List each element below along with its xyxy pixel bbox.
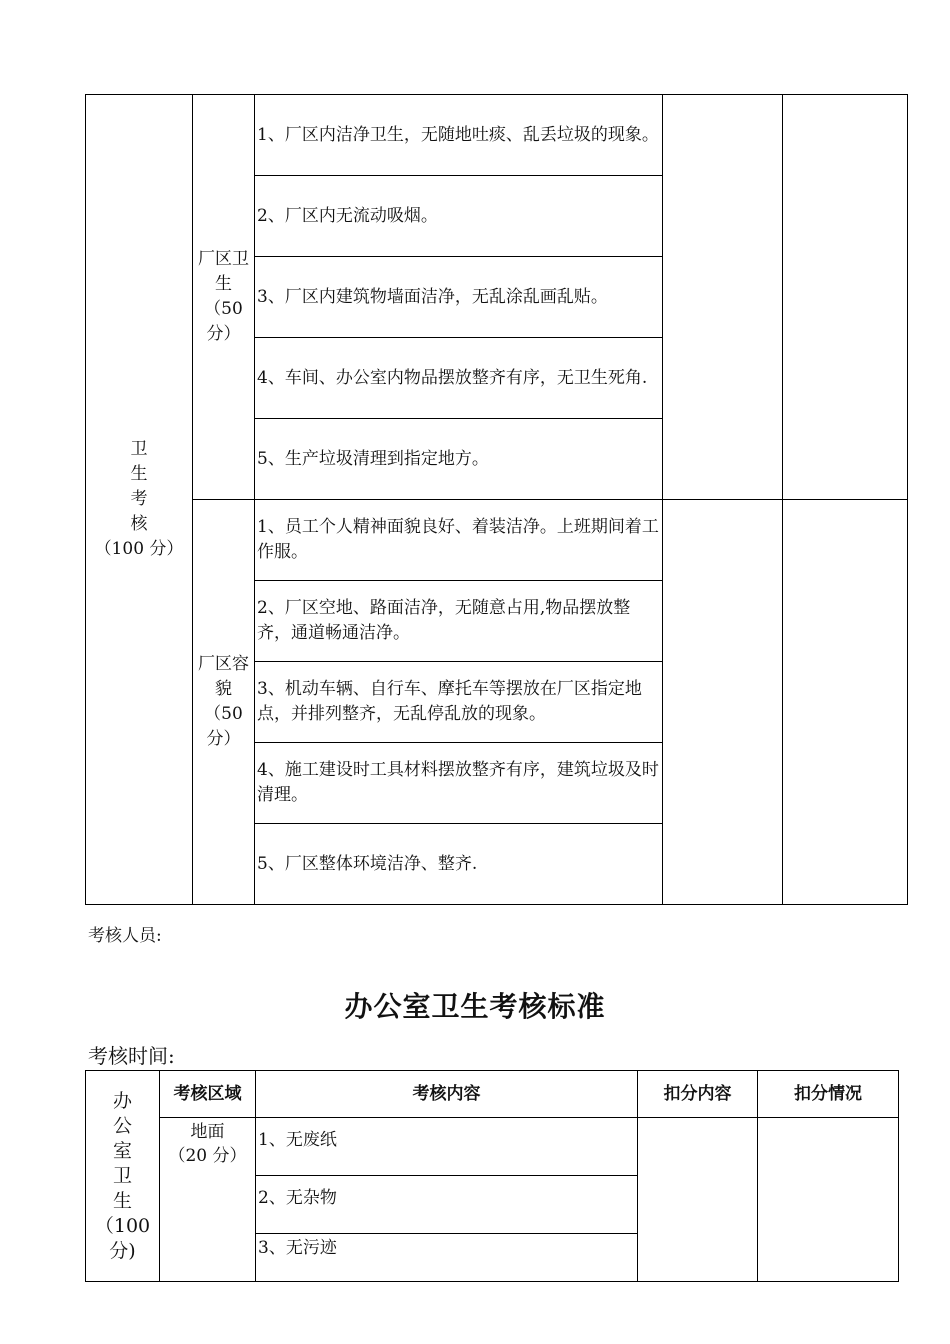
header-deduction-status: 扣分情况 xyxy=(758,1071,899,1118)
header-deduction-content: 扣分内容 xyxy=(638,1071,758,1118)
area-line: 厂区容 xyxy=(198,654,249,674)
area-cell-plant-hygiene xyxy=(193,95,255,500)
criteria-item: 1、厂区内洁净卫生，无随地吐痰、乱丢垃圾的现象。 xyxy=(255,95,663,176)
area-line: 貌 xyxy=(215,679,232,699)
criteria-item: 4、车间、办公室内物品摆放整齐有序，无卫生死角. xyxy=(255,338,663,419)
category-char: 办 xyxy=(112,1089,132,1112)
deduction-content-cell[interactable] xyxy=(663,500,783,905)
area-line: 分） xyxy=(206,729,241,749)
category-char: 考 xyxy=(130,489,148,509)
page-title: 办公室卫生考核标准 xyxy=(344,990,606,1023)
criteria-item: 1、员工个人精神面貌良好、着装洁净。上班期间着工作服。 xyxy=(255,500,663,581)
area-line: （50 xyxy=(204,704,243,724)
criteria-item: 3、无污迹 xyxy=(256,1234,638,1282)
category-cell xyxy=(86,95,193,905)
area-line: （20 分） xyxy=(168,1146,247,1166)
deduction-status-cell[interactable] xyxy=(758,1118,899,1282)
area-cell-plant-appearance xyxy=(193,500,255,905)
deduction-status-cell[interactable] xyxy=(783,500,908,905)
office-category-cell xyxy=(86,1071,160,1282)
area-line: 分） xyxy=(206,324,241,344)
header-area: 考核区域 xyxy=(160,1071,256,1118)
criteria-item: 3、厂区内建筑物墙面洁净，无乱涂乱画乱贴。 xyxy=(255,257,663,338)
deduction-content-cell[interactable] xyxy=(663,95,783,500)
area-line: （50 xyxy=(204,299,243,319)
area-cell-floor xyxy=(160,1118,256,1282)
criteria-item: 1、无废纸 xyxy=(256,1118,638,1176)
category-char: 卫 xyxy=(112,1164,132,1187)
criteria-item: 4、施工建设时工具材料摆放整齐有序，建筑垃圾及时清理。 xyxy=(255,743,663,824)
area-line: 生 xyxy=(215,274,232,294)
criteria-item: 5、厂区整体环境洁净、整齐. xyxy=(255,824,663,905)
examiner-label: 考核人员: xyxy=(88,926,162,946)
header-content: 考核内容 xyxy=(256,1071,638,1118)
category-score: （100 xyxy=(94,1214,151,1237)
area-line: 厂区卫 xyxy=(198,249,249,269)
category-score: 分) xyxy=(109,1239,136,1262)
criteria-item: 2、厂区空地、路面洁净，无随意占用,物品摆放整齐，通道畅通洁净。 xyxy=(255,581,663,662)
category-score: （100 分） xyxy=(94,539,184,559)
criteria-item: 2、厂区内无流动吸烟。 xyxy=(255,176,663,257)
criteria-item: 5、生产垃圾清理到指定地方。 xyxy=(255,419,663,500)
office-assessment-table xyxy=(85,1070,899,1282)
area-line: 地面 xyxy=(190,1122,225,1142)
criteria-item: 3、机动车辆、自行车、摩托车等摆放在厂区指定地点，并排列整齐，无乱停乱放的现象。 xyxy=(255,662,663,743)
category-char: 公 xyxy=(112,1114,132,1137)
category-char: 生 xyxy=(130,464,148,484)
category-char: 生 xyxy=(112,1189,132,1212)
category-char: 核 xyxy=(130,514,148,534)
hygiene-assessment-table xyxy=(85,94,908,905)
assessment-time-label: 考核时间: xyxy=(88,1044,175,1068)
deduction-content-cell[interactable] xyxy=(638,1118,758,1282)
criteria-item: 2、无杂物 xyxy=(256,1176,638,1234)
category-char: 卫 xyxy=(130,439,148,459)
deduction-status-cell[interactable] xyxy=(783,95,908,500)
category-char: 室 xyxy=(112,1139,132,1162)
